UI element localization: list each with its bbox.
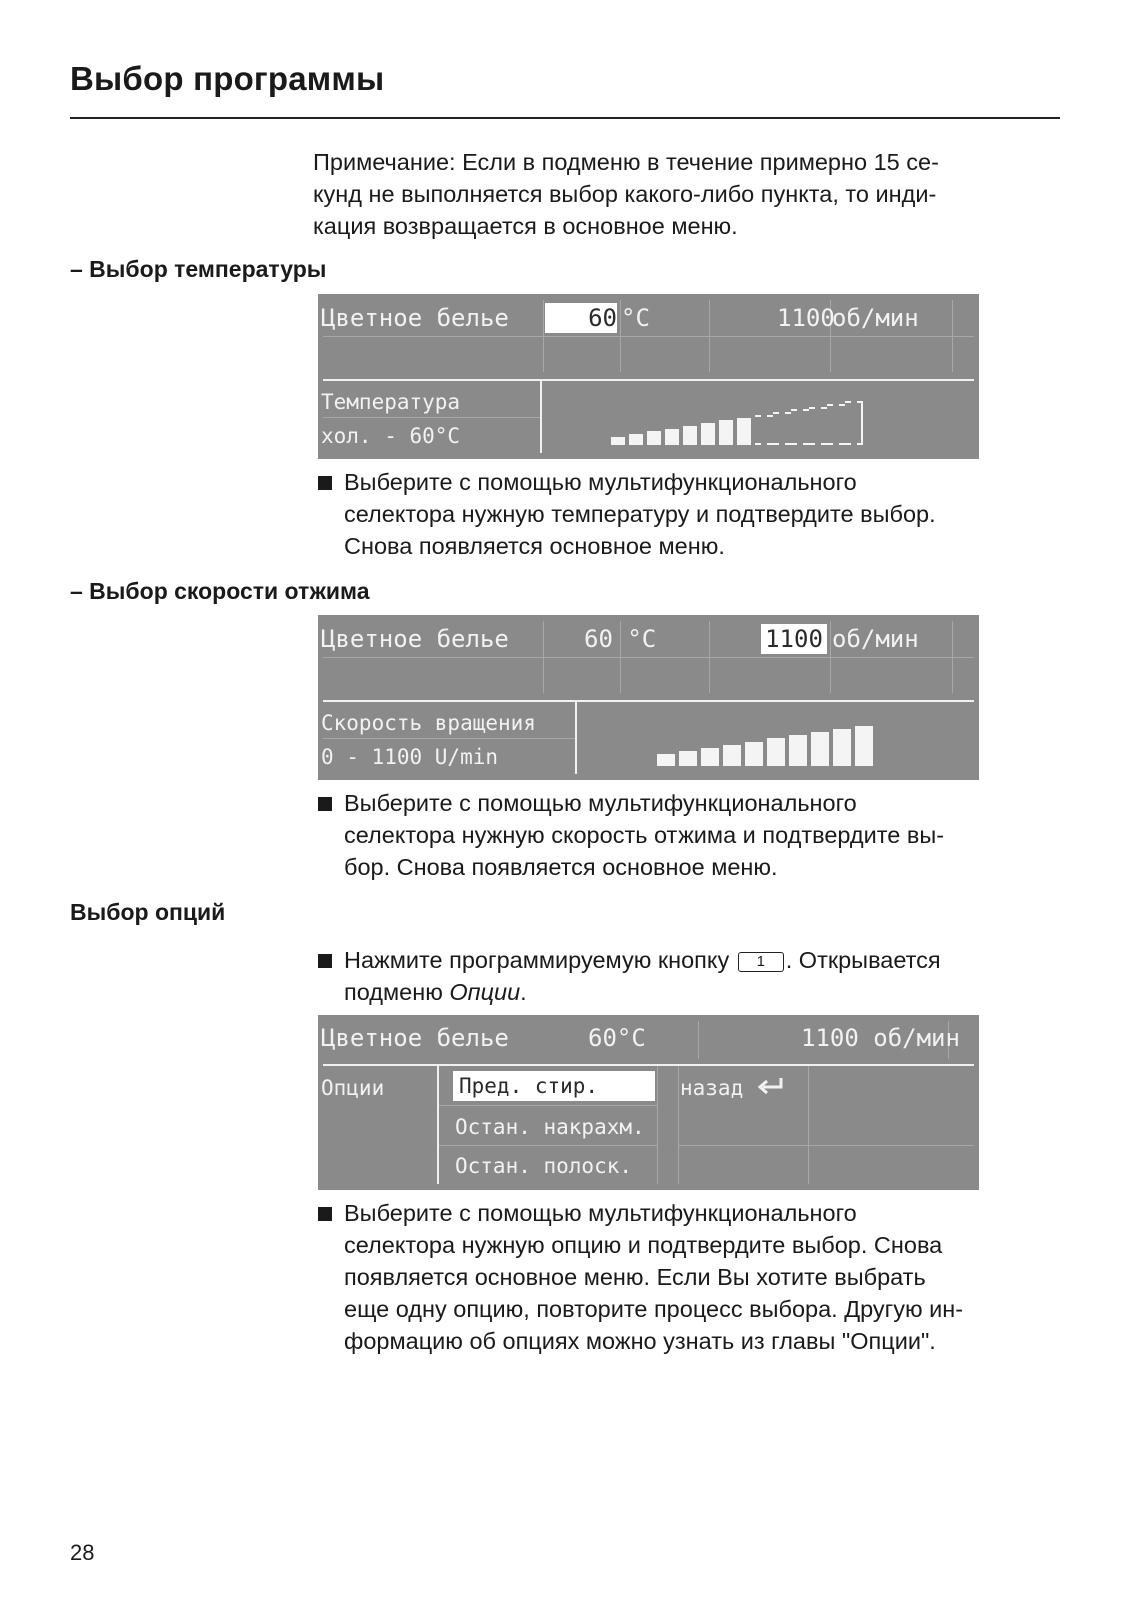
temperature-value-selected[interactable]: 60 [545, 303, 617, 333]
level-segment-filled [701, 423, 715, 445]
option-item[interactable]: Остан. накрахм. [455, 1115, 645, 1139]
level-segment-empty [809, 407, 827, 445]
instruction-line: еще одну опцию, повторите процесс выбора. Другую ин- [344, 1296, 964, 1322]
grid-line [323, 336, 974, 337]
grid-line [678, 1145, 974, 1146]
program-name: Цветное белье [321, 304, 509, 332]
instruction-line: Выберите с помощью мультифункционального [344, 469, 857, 495]
page-title: Выбор программы [70, 60, 385, 97]
spin-label: Скорость вращения [321, 711, 536, 735]
options-heading: Выбор опций [70, 899, 226, 925]
level-segment-filled [723, 745, 741, 766]
options-display [318, 1015, 979, 1190]
level-segment-filled [811, 732, 829, 766]
level-segment-filled [767, 738, 785, 766]
bullet-icon [318, 1207, 332, 1221]
instruction-line: формацию об опциях можно узнать из главы "Опции". [344, 1328, 936, 1354]
level-segment-empty [773, 412, 791, 445]
spin-display [318, 615, 979, 780]
bullet-icon [318, 476, 332, 490]
level-segment-filled [629, 434, 643, 445]
grid-line [439, 1145, 657, 1146]
spin-range: 0 - 1100 U/min [321, 745, 499, 769]
instruction-line: Выберите с помощью мультифункционального [344, 1200, 857, 1226]
bullet-icon [318, 797, 332, 811]
level-segment-filled [855, 726, 873, 766]
instruction-line: Выберите с помощью мультифункционального [344, 790, 857, 816]
level-segment-empty [755, 415, 773, 445]
level-segment-filled [701, 748, 719, 766]
note-paragraph [313, 146, 939, 242]
instruction-line: селектора нужную скорость отжима и подтвердите вы- [344, 822, 945, 848]
display-separator [540, 381, 542, 453]
bullet-icon [318, 954, 332, 968]
page-number: 28 [70, 1540, 95, 1565]
instruction-line: бор. Снова появляется основное меню. [344, 854, 778, 880]
spin-unit: об/мин [832, 625, 919, 653]
level-segment-filled [647, 431, 661, 445]
options-label: Опции [321, 1076, 385, 1100]
temperature-heading: – Выбор температуры [70, 256, 327, 282]
instruction-line: появляется основное меню. Если Вы хотите выбрать [344, 1264, 926, 1290]
level-segment-empty [845, 401, 863, 445]
note-line: кация возвращается в основное меню. [313, 213, 738, 239]
instruction-text: Нажмите программируемую кнопку [344, 947, 730, 973]
level-segment-filled [611, 437, 625, 445]
spin-value: 1100 об/мин [801, 1024, 960, 1052]
level-segment-filled [665, 429, 679, 445]
temperature-unit: °C [621, 304, 650, 332]
display-separator [575, 702, 577, 774]
level-segment-filled [737, 418, 751, 445]
program-name: Цветное белье [321, 625, 509, 653]
level-segment-filled [657, 754, 675, 766]
note-line: кунд не выполняется выбор какого-либо пункта, то инди- [313, 181, 937, 207]
temperature-range: хол. - 60°C [321, 424, 461, 448]
options-submenu-name: Опции [449, 979, 521, 1005]
level-segment-empty [791, 409, 809, 445]
temperature-value: 60°C [588, 1024, 646, 1052]
grid-line [678, 1066, 679, 1184]
instruction-text: . [520, 979, 527, 1005]
spin-unit: об/мин [832, 304, 919, 332]
option-item-selected[interactable]: Пред. стир. [453, 1071, 655, 1101]
level-segment-filled [683, 426, 697, 445]
return-arrow-icon [756, 1075, 786, 1097]
grid-line [657, 1066, 658, 1184]
display-separator [323, 1064, 974, 1066]
back-label: назад [680, 1076, 744, 1100]
spin-value-selected[interactable]: 1100 [761, 624, 827, 654]
instruction-line: селектора нужную температуру и подтвердите выбор. [344, 501, 936, 527]
spin-value: 1100 [777, 304, 835, 332]
spin-heading: – Выбор скорости отжима [70, 578, 370, 604]
display-separator [437, 1066, 439, 1184]
level-segment-filled [789, 735, 807, 766]
instruction-text: . Открывается [785, 947, 941, 973]
programmable-key-1: 1 [738, 952, 784, 972]
instruction-line: селектора нужную опцию и подтвердите выбор. Снова [344, 1232, 943, 1258]
grid-line [439, 1105, 657, 1106]
level-segment-filled [833, 729, 851, 766]
program-name: Цветное белье [321, 1024, 509, 1052]
title-divider [70, 117, 1060, 119]
grid-line [698, 1021, 699, 1059]
instruction-text: подменю [344, 979, 450, 1005]
level-segment-filled [719, 420, 733, 445]
level-segment-empty [827, 404, 845, 445]
level-segment-filled [679, 751, 697, 766]
level-segment-filled [745, 742, 763, 766]
option-item[interactable]: Остан. полоск. [455, 1154, 633, 1178]
temperature-value: 60 °C [584, 625, 657, 653]
temperature-label: Температура [321, 390, 461, 414]
display-separator [323, 700, 974, 702]
note-line: Примечание: Если в подменю в течение примерно 15 се- [313, 149, 939, 175]
grid-line [323, 657, 974, 658]
back-option[interactable] [680, 1074, 786, 1102]
grid-line [808, 1066, 809, 1184]
instruction-line: Снова появляется основное меню. [344, 533, 725, 559]
temperature-display [318, 294, 979, 459]
grid-line [323, 417, 540, 418]
grid-line [323, 738, 575, 739]
display-separator [323, 379, 974, 381]
